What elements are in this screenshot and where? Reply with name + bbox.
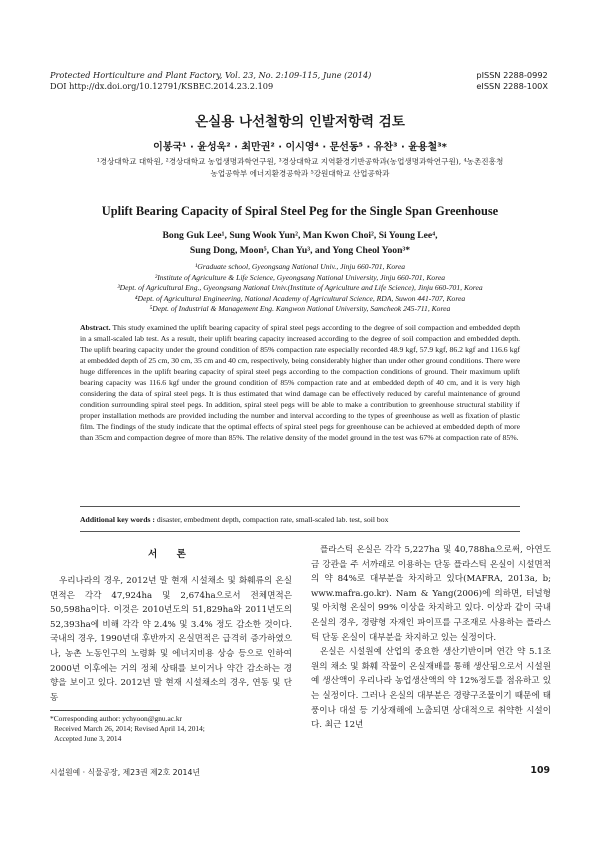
affiliation-item: ⁵Dept. of Industrial & Management Eng. Kangwon National University, Samcheok 245-711, Korea <box>149 304 451 314</box>
english-authors-line: Sung Dong, Moon⁵, Chan Yu³, and Yong Cheol Yoon³* <box>189 245 411 256</box>
issn-block <box>476 70 548 92</box>
pissn: pISSN 2288-0992 <box>476 70 548 80</box>
page-number: 109 <box>530 765 550 776</box>
doi-link[interactable]: DOI http://dx.doi.org/10.12791/KSBEC.2014.23.2.109 <box>50 81 274 91</box>
korean-affiliation-line: ¹경상대학교 대학원, ²경상대학교 농업생명과학연구원, ³경상대학교 지역환경기반공학과(농업생명과학연구원), ⁴농촌진흥청 <box>96 157 504 166</box>
journal-citation: Protected Horticulture and Plant Factory, Vol. 23, No. 2:109-115, June (2014) <box>50 70 372 80</box>
left-column <box>50 574 292 705</box>
right-column <box>311 543 551 733</box>
abstract-label: Abstract. <box>80 323 111 332</box>
footnote <box>50 714 292 745</box>
affiliation-item: ²Institute of Agriculture & Life Science, Gyeongsang National University, Jinju 660-701, Korea <box>154 272 446 282</box>
abstract-text: This study examined the uplift bearing capacity of spiral steel pegs according to the degree of soil compaction and embedded depth in a small-scaled lab test. As a result, their uplift bearing capacity increased according to the degree of soil compaction and embedded depth. The uplift bearing capacity under the ground condition of 85% compaction rate especially recorded 48.9 kgf, 57.9 kgf, 86.2 kgf and 116.6 kgf at embedded depth of 25 cm, 30 cm, 35 cm and 40 cm, respectively, being considerably higher than under other ground conditions. There were huge differences in the uplift bearing capacity of spiral steel pegs according to the compaction conditions of ground. Their maximum uplift bearing capacity was 116.6 kgf under the ground condition of 85% compaction rate and at embedded depth of 40 cm, and it is very high considering the data of spiral steel pegs. It is thus estimated that wind damage can be effectively reduced by careful maintenance of ground condition surrounding spiral steel pegs. In addition, spiral steel pegs will be able to make a contribution to greenhouse structural stability if proper installation methods are provided including the number and interval according to the types of greenhouse as well as fixation of plastic film. The findings of the study indicate that the optimal effects of spiral steel pegs for greenhouse can be achieved at embedded depth of more than 35cm and compaction degree of more than 85%. The relative density of the model ground in the test was 67% at compaction rate of 85%. <box>80 323 520 443</box>
eissn: eISSN 2288-100X <box>476 81 548 91</box>
english-authors-line: Bong Guk Lee¹, Sung Wook Yun², Man Kwon Choi², Si Young Lee⁴, <box>162 230 438 241</box>
affiliation-item: ³Dept. of Agricultural Eng., Gyeongsang National Univ.(Institute of Agriculture and Life Science), Jinju 660-701, Korea <box>117 283 483 293</box>
english-authors <box>0 228 600 258</box>
english-title: Uplift Bearing Capacity of Spiral Steel Peg for the Single Span Greenhouse <box>101 204 499 218</box>
section-heading: 서 론 <box>148 549 194 560</box>
abstract <box>80 322 520 444</box>
paragraph: 우리나라의 경우, 2012년 말 현재 시설채소 및 화훼류의 온실면적은 각각 47,924ha 및 2,674ha으로서 전체면적은 50,598ha이다. 이것은 2010년도의 51,829ha와 2011년도의 52,393ha에 비해 각각 약 2.4% 및 3.4% 정도 감소한 것이다. 국내의 경우, 1990년대 후반까지 온실면적은 급격히 증가하였으나, 농촌 노동인구의 노령화 및 에너지비용 상승 등으로 인하여 2000년 이후에는 거의 정체 상태를 보이거나 약간 감소하는 경향을 보이고 있다. 2012년 말 현재 시설채소의 경우, 연동 및 단동 <box>50 576 292 703</box>
keywords-label: Additional key words : <box>80 515 155 524</box>
divider <box>80 531 520 532</box>
paragraph: 플라스틱 온실은 각각 5,227ha 및 40,788ha으로써, 아연도금 강관을 주 서까래로 이용하는 단동 플라스틱 온실이 시설면적의 약 84%로 대부분을 차지하고 있다(MAFRA, 2013a, b; www.mafra.go.kr). Nam & Yang(2006)에 의하면, 터널형 및 아치형 온실이 99% 이상을 차지하고 있다. 이상과 같이 국내 온실의 경우, 경량형 자재인 파이프를 구조재로 사용하는 플라스틱 단동 온실이 대부분을 차지하고 있는 실정이다. <box>311 545 551 643</box>
divider <box>80 506 520 507</box>
keywords-text: disaster, embedment depth, compaction rate, small-scaled lab. test, soil box <box>154 515 389 524</box>
keywords <box>80 515 520 524</box>
korean-authors: 이봉국¹ · 윤성욱² · 최만권² · 이시영⁴ · 문선동⁵ · 유찬³ · 윤용철³* <box>153 142 447 153</box>
accepted-date: Accepted June 3, 2014 <box>54 734 122 744</box>
footnote-divider <box>50 710 160 711</box>
affiliation-item: ⁴Dept. of Agricultural Engineering, National Academy of Agricultural Science, RDA, Suwon 441-707, Korea <box>134 293 466 303</box>
journal-header <box>50 70 371 92</box>
korean-affiliation-line: 농업공학부 에너지환경공학과 ⁵강원대학교 산업공학과 <box>210 169 390 178</box>
paragraph: 온실은 시설원예 산업의 중요한 생산기반이며 연간 약 5.1조원의 채소 및 화훼 작물이 온실재배를 통해 생산됨으로서 시설원예 생산액이 우리나라 농업생산액의 약 12%정도를 점유하고 있는 실정이다. 그러나 온실의 대부분은 경량구조물이기 때문에 태풍이나 대설 등 기상재해에 노출되면 상대적으로 취약한 시설이다. 최근 12년 <box>311 647 551 731</box>
english-affiliations <box>40 262 560 315</box>
corresponding-author: *Corresponding author: ychyoon@gnu.ac.kr <box>50 714 183 723</box>
korean-title: 온실용 나선철항의 인발저항력 검토 <box>195 114 405 130</box>
received-date: Received March 26, 2014; Revised April 14, 2014; <box>54 724 205 734</box>
footer-journal: 시설원예 · 식물공장, 제23권 제2호 2014년 <box>50 768 200 777</box>
korean-affiliations <box>60 156 540 180</box>
affiliation-item: ¹Graduate school, Gyeongsang National Univ., Jinju 660-701, Korea <box>194 262 406 271</box>
